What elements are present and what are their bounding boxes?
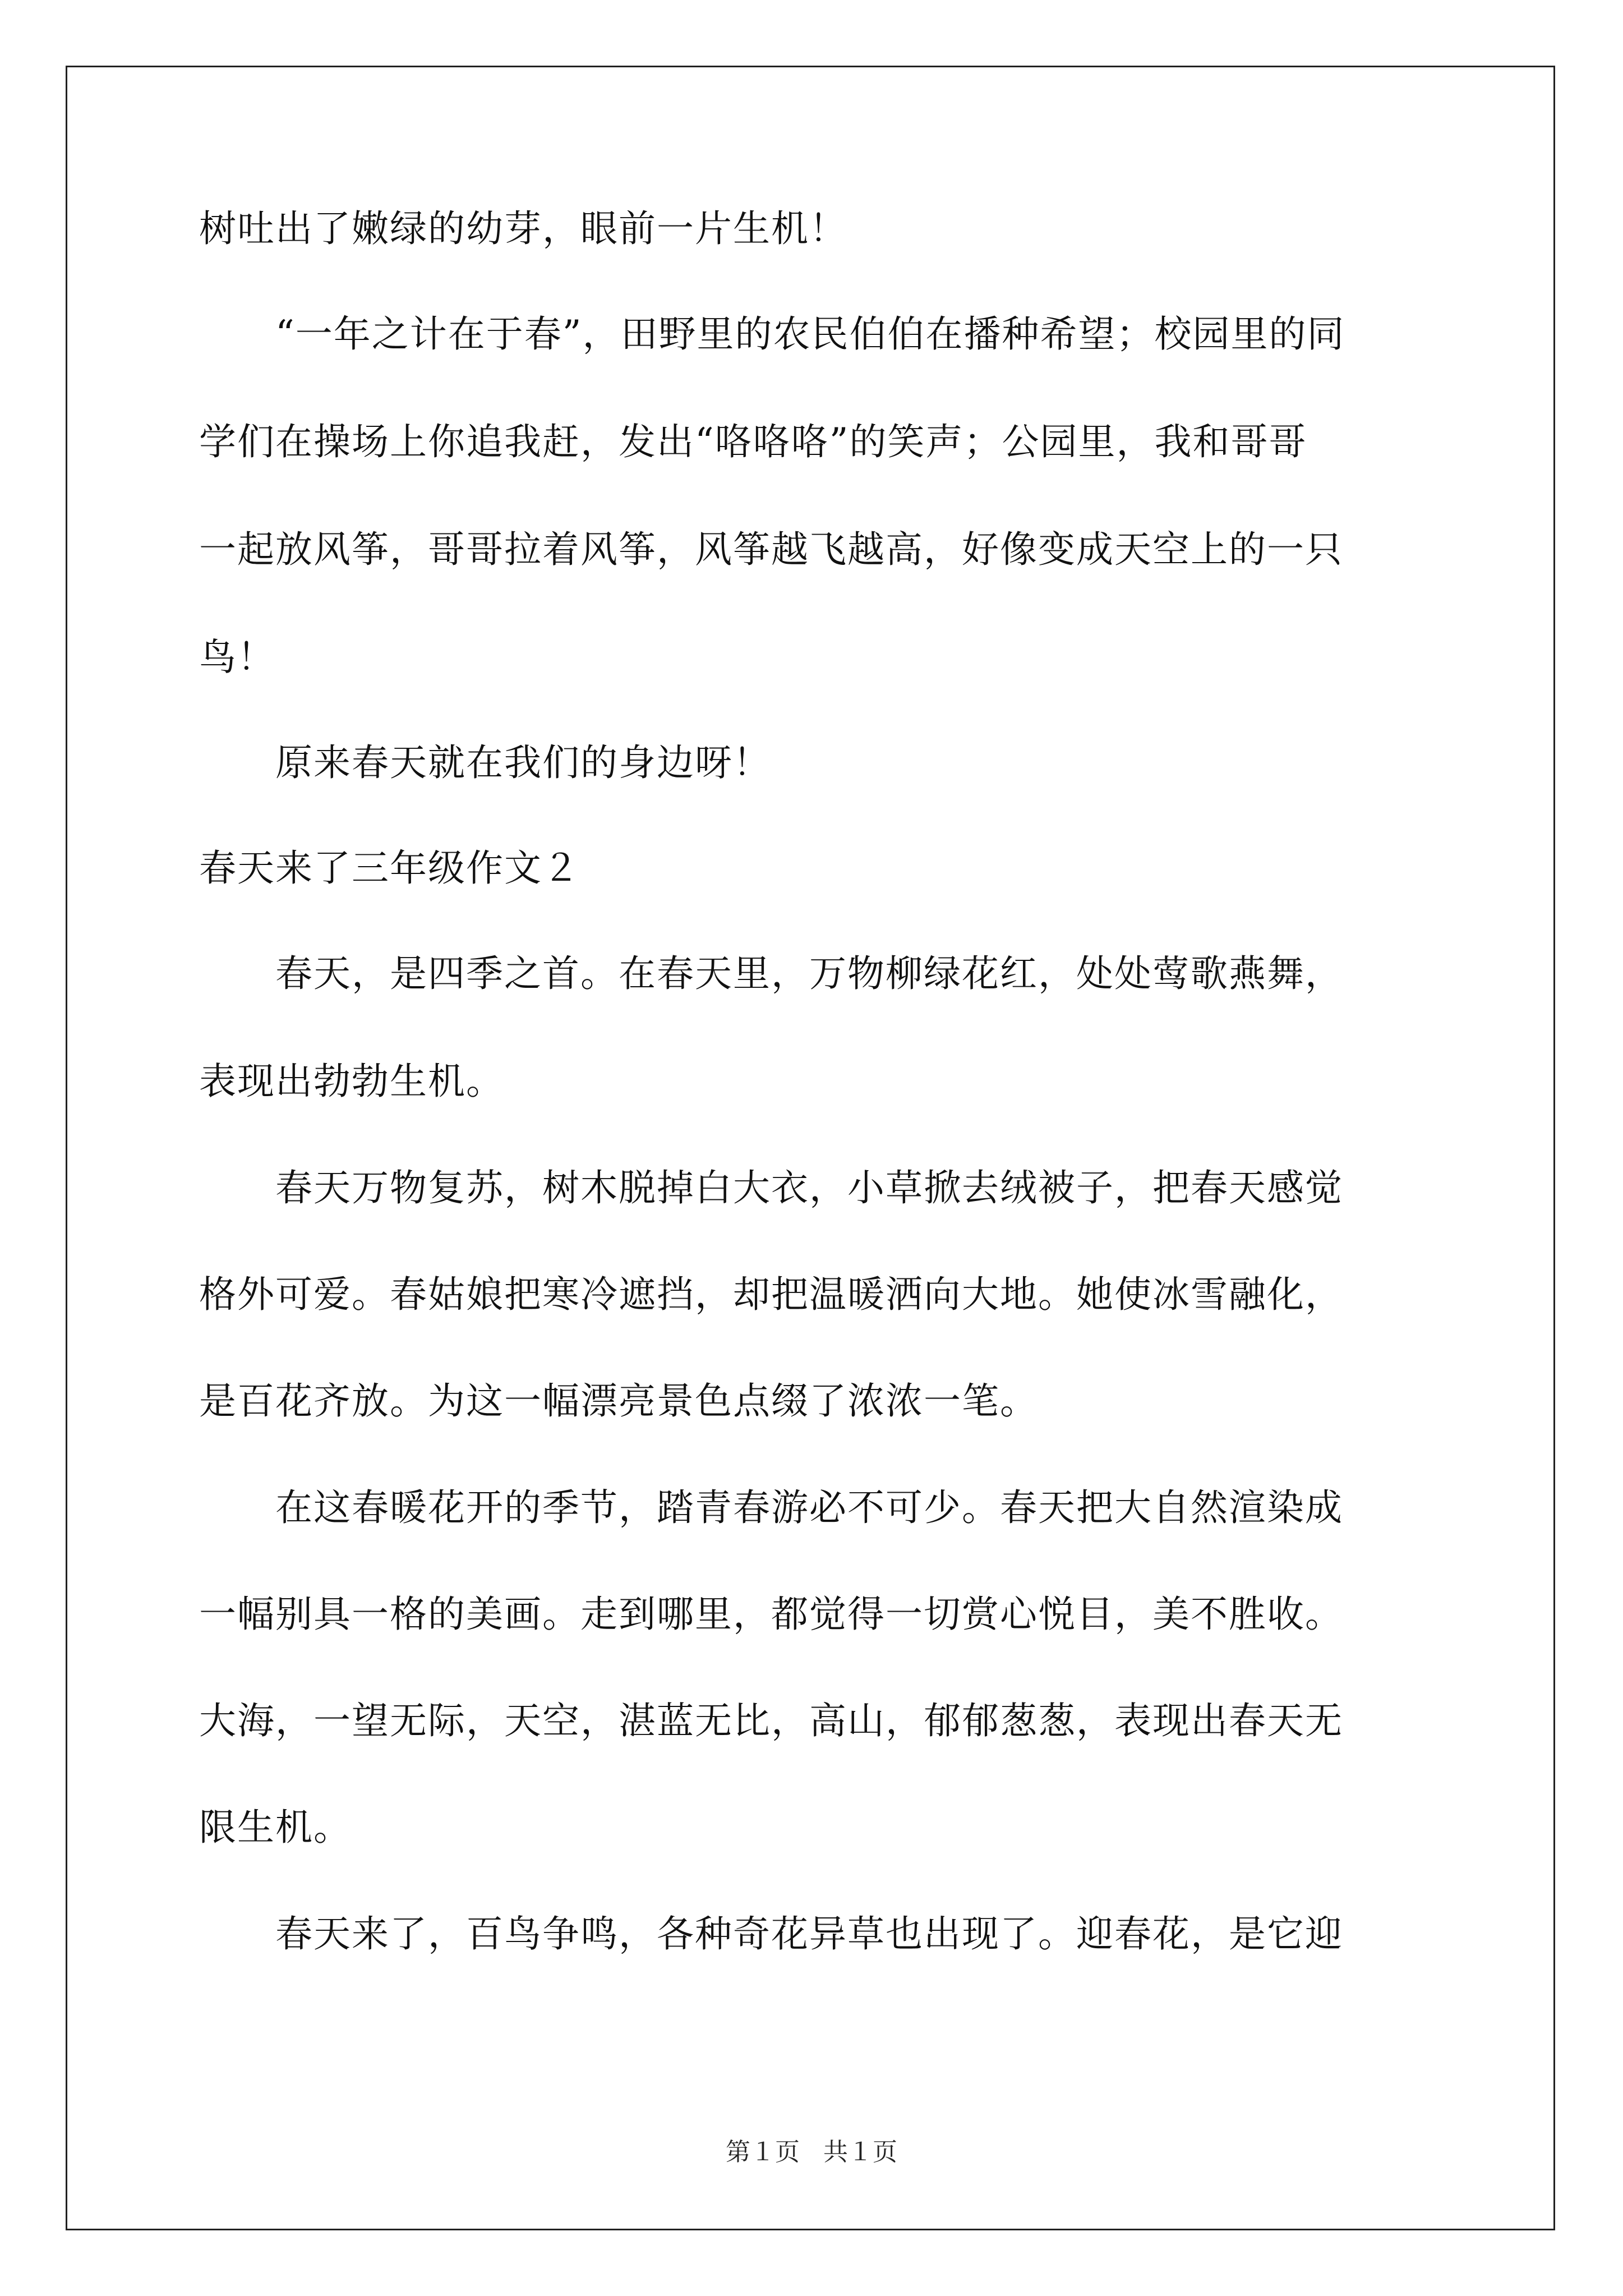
section-title: 春天来了三年级作文２	[199, 846, 580, 890]
page-number: 第１页	[726, 2138, 800, 2166]
text-line: 原来春天就在我们的身边呀！	[199, 741, 771, 784]
text-line: 春天来了，百鸟争鸣，各种奇花异草也出现了。迎春花，是它迎	[199, 1912, 1343, 1955]
text-line: 限生机。	[199, 1806, 352, 1849]
page-border	[66, 66, 1555, 2230]
page-footer	[0, 2138, 1623, 2166]
text-line: 树吐出了嫩绿的幼芽，眼前一片生机！	[199, 207, 847, 250]
text-line: 大海，一望无际，天空，湛蓝无比，高山，郁郁葱葱，表现出春天无	[199, 1699, 1343, 1742]
text-line: 一起放风筝，哥哥拉着风筝，风筝越飞越高，好像变成天空上的一只	[199, 528, 1343, 571]
text-line: 表现出勃勃生机。	[199, 1060, 504, 1103]
text-line: 一幅别具一格的美画。走到哪里，都觉得一切赏心悦目，美不胜收。	[199, 1593, 1343, 1636]
text-line: 是百花齐放。为这一幅漂亮景色点缀了浓浓一笔。	[199, 1379, 1038, 1423]
text-line: 春天万物复苏，树木脱掉白大衣，小草掀去绒被子，把春天感觉	[199, 1166, 1343, 1209]
text-line: “一年之计在于春”，田野里的农民伯伯在播种希望；校园里的同	[199, 312, 1345, 356]
page-total: 共１页	[823, 2138, 897, 2166]
text-line: 格外可爱。春姑娘把寒冷遮挡，却把温暖洒向大地。她使冰雪融化，	[199, 1273, 1343, 1316]
text-line: 春天，是四季之首。在春天里，万物柳绿花红，处处莺歌燕舞，	[199, 952, 1343, 995]
text-line: 学们在操场上你追我赶，发出“咯咯咯”的笑声；公园里，我和哥哥	[199, 420, 1307, 463]
text-line: 在这春暖花开的季节，踏青春游必不可少。春天把大自然渲染成	[199, 1486, 1343, 1529]
text-line: 鸟！	[199, 636, 275, 679]
